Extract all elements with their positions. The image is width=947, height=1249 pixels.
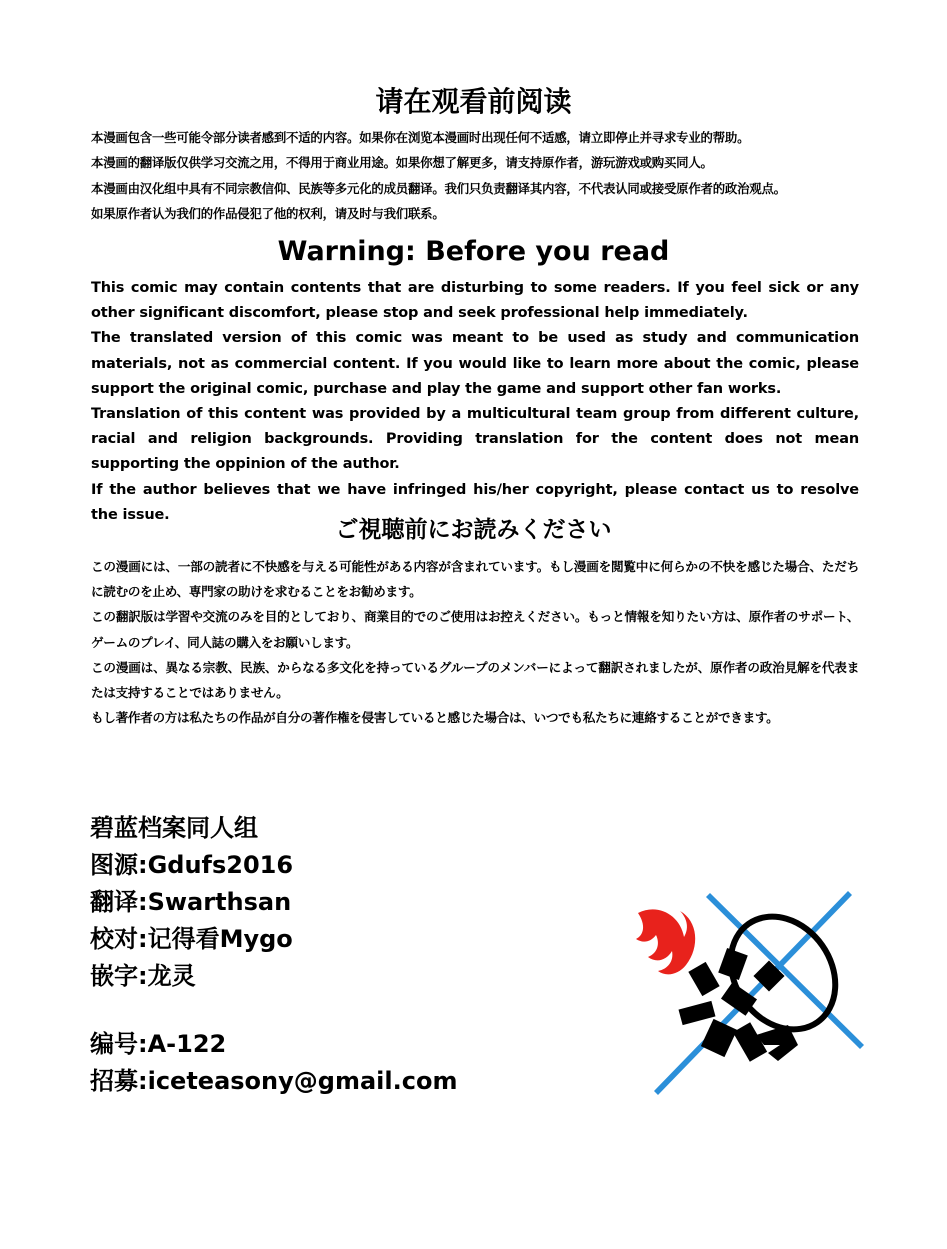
credits-block xyxy=(90,810,293,995)
chinese-paragraph: 如果原作者认为我们的作品侵犯了他的权利，请及时与我们联系。 xyxy=(91,205,445,221)
english-paragraph: This comic may contain contents that are disturbing to some readers. If you feel sick or any other significant discomfort, please stop and seek professional help immediately. xyxy=(91,280,859,322)
english-notice xyxy=(91,276,859,528)
proofreader-credit: 校对:记得看Mygo xyxy=(90,925,293,953)
japanese-paragraph: もし著作者の方は私たちの作品が自分の著作権を侵害していると感じた場合は、いつでも私たちに連絡することができます。 xyxy=(91,710,779,726)
japanese-title: ご視聴前にお読みください xyxy=(335,517,612,543)
contact-block xyxy=(90,1026,457,1100)
chinese-paragraph: 本漫画的翻译版仅供学习交流之用，不得用于商业用途。如果你想了解更多，请支持原作者，游玩游戏或购买同人。 xyxy=(91,155,713,171)
japanese-notice xyxy=(91,554,859,730)
japanese-paragraph: この漫画には、一部の読者に不快感を与える可能性がある内容が含まれています。もし漫画を閲覧中に何らかの不快を感じた場合、ただちに読むのを止め、専門家の助けを求むることをお勧めます。 xyxy=(91,559,859,600)
logo-flame xyxy=(636,909,695,974)
chinese-paragraph: 本漫画包含一些可能令部分读者感到不适的内容。如果你在浏览本漫画时出现任何不适感，请立即停止并寻求专业的帮助。 xyxy=(91,130,750,145)
chinese-paragraph: 本漫画由汉化组中具有不同宗教信仰、民族等多元化的成员翻译。我们只负责翻译其内容，不代表认同或接受原作者的政治观点。 xyxy=(91,180,786,196)
english-paragraph: The translated version of this comic was meant to be used as study and communication materials, not as commercial content. If you would like to learn more about the comic, please support the original comic, purchase and play the game and support other fan works. xyxy=(91,330,859,397)
typesetter-credit: 嵌字:龙灵 xyxy=(90,962,196,990)
recruit-email: 招募:iceteasony@gmail.com xyxy=(90,1067,458,1095)
translation-group-logo-icon xyxy=(628,885,868,1100)
translator-credit: 翻译:Swarthsan xyxy=(90,888,292,916)
source-credit: 图源:Gdufs2016 xyxy=(90,851,294,879)
english-title: Warning: Before you read xyxy=(277,236,670,267)
english-paragraph: If the author believes that we have infringed his/her copyright, please contact us to resolve the issue. xyxy=(91,481,859,523)
group-name: 碧蓝档案同人组 xyxy=(90,814,258,842)
chinese-notice xyxy=(91,125,859,226)
chinese-title: 请在观看前阅读 xyxy=(375,85,572,118)
japanese-paragraph: この漫画は、異なる宗教、民族、からなる多文化を持っているグループのメンバーによって翻訳されましたが、原作者の政治見解を代表または支持することではありません。 xyxy=(91,659,859,701)
serial-number: 编号:A-122 xyxy=(90,1030,227,1058)
japanese-paragraph: この翻訳版は学習や交流のみを目的としており、商業目的でのご使用はお控えください。もっと情報を知りたい方は、原作者のサポート、ゲームのプレイ、同人誌の購入をお願いします。 xyxy=(91,609,859,650)
english-paragraph: Translation of this content was provided by a multicultural team group from different culture, racial and religion backgrounds. Providing translation for the content does not mean supporting the oppinion of the author. xyxy=(91,406,859,473)
